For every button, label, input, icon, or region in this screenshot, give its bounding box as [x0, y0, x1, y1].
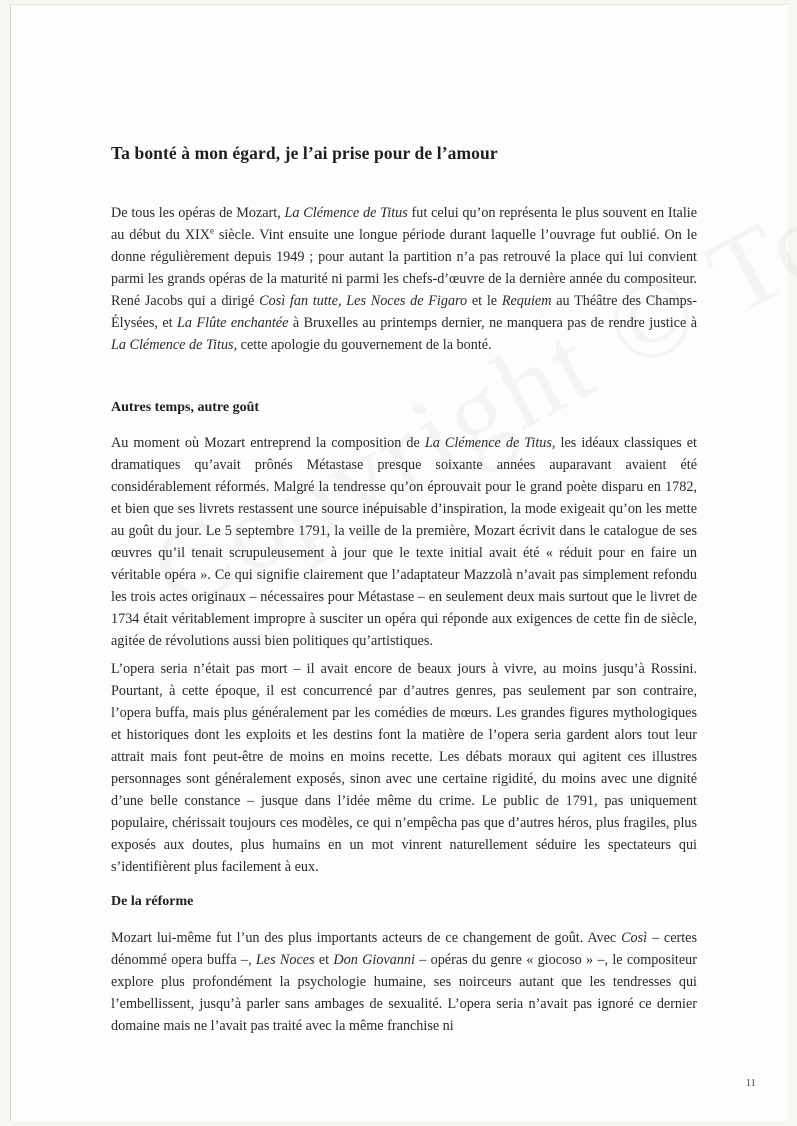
- paragraph-opera-seria: L’opera seria n’était pas mort – il avait encore de beaux jours à vivre, au moins jusqu’à Rossini. Pourtant, à cette époque, il est concurrencé par d’autres genres, pas seulement par son contraire, l’opera buffa, mais plus généralement par les comédies de mœurs. Les grandes figures mythologiques et historiques dont les exploits et les destins font la matière de l’opera seria gardent alors tout leur attrait mais font peut-être de moins en moins recette. Les débats moraux qui agitent ces illustres personnages sont généralement exposés, sinon avec une certaine rigidité, du moins avec une dignité d’une belle constance – jusque dans l’idée même du crime. Le public de 1791, pas uniquement populaire, chérissait toujours ces modèles, ce qui n’empêcha pas que d’autres héros, plus fragiles, plus exposés aux doutes, plus humains en un mot vinrent naturellement séduire les spectateurs qui s’identifièrent plus facilement à eux.: [111, 661, 697, 875]
- page-number: 11: [746, 1078, 756, 1089]
- article-title: Ta bonté à mon égard, je l’ai prise pour de l’amour: [111, 143, 498, 163]
- intro-paragraph: De tous les opéras de Mozart, La Clémence de Titus fut celui qu’on représenta le plus souvent en Italie au début du XIXe siècle. Vint ensuite une longue période durant laquelle l’ouvrage fut oublié. On le donne régulièrement depuis 1949 ; pour autant la partition n’a pas retrouvé la place qui lui convient parmi les grands opéras de la maturité ni parmi les chefs-d’œuvre de la dernière année du compositeur. René Jacobs qui a dirigé Così fan tutte, Les Noces de Figaro et le Requiem au Théâtre des Champs-Élysées, et La Flûte enchantée à Bruxelles au printemps dernier, ne manquera pas de rendre justice à La Clémence de Titus, cette apologie du gouvernement de la bonté.: [111, 205, 697, 353]
- section-heading-autres-temps: Autres temps, autre goût: [111, 400, 260, 415]
- document-page: [10, 4, 788, 1121]
- section-heading-reforme: De la réforme: [111, 894, 194, 909]
- paragraph-mozart-composition: Au moment où Mozart entreprend la composition de La Clémence de Titus, les idéaux classiques et dramatiques qu’avait prônés Métastase presque soixante années auparavant avaient été considérablement réformés. Malgré la tendresse qu’on éprouvait pour le grand poète disparu en 1782, et bien que ses livrets restassent une source inépuisable d’inspiration, la mode exigeait qu’on les mette au goût du jour. Le 5 septembre 1791, la veille de la première, Mozart écrivit dans le catalogue de ses œuvres qu’il tenait scrupuleusement à jour que le texte initial avait été « réduit pour en faire un véritable opéra ». Ce qui signifie clairement que l’adaptateur Mazzolà n’avait pas simplement refondu les trois actes originaux – nécessaires pour Métastase – en seulement deux mais surtout que le livret de 1734 était véritablement impropre à susciter un opéra qui réponde aux exigences de cette fin de siècle, agitée de révolutions aussi bien politiques qu’artistiques.: [111, 435, 697, 649]
- paragraph-reforme: Mozart lui-même fut l’un des plus importants acteurs de ce changement de goût. Avec Così – certes dénommé opera buffa –, Les Noces et Don Giovanni – opéras du genre « giocoso » –, le compositeur explore plus profondément la psychologie humaine, ses noirceurs autant que les tendresses qui l’embellissent, jusqu’à parler sans ambages de sexualité. L’opera seria n’avait pas ignoré ce dernier domaine mais ne l’avait pas traité avec la même franchise ni: [111, 930, 697, 1034]
